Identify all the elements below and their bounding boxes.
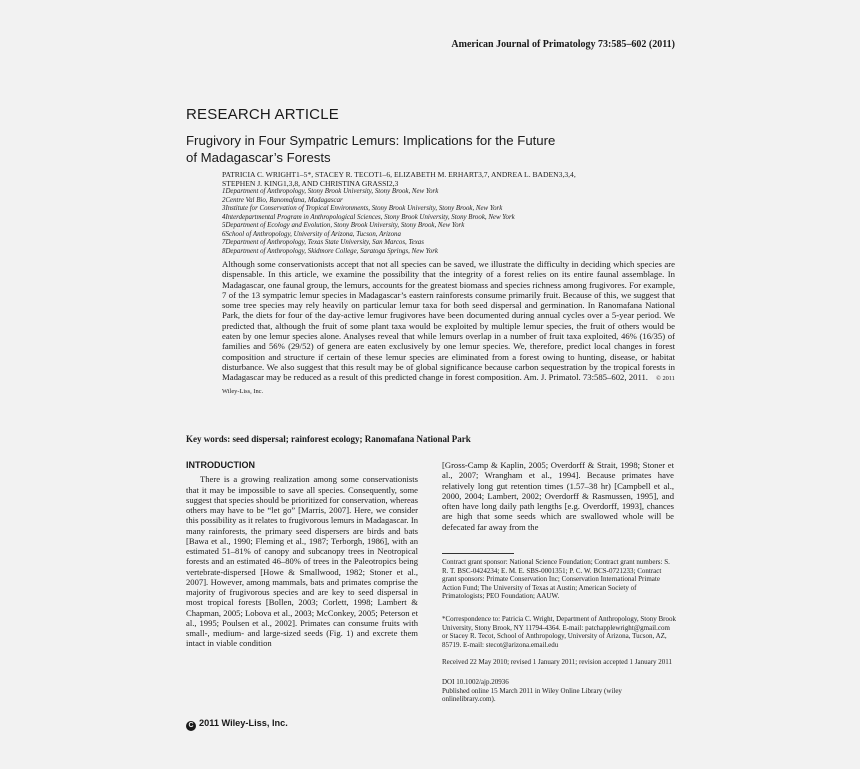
- intro-paragraph-continued: [Gross-Camp & Kaplin, 2005; Overdorff & Strait, 1998; Stoner et al., 2007; Wrangham et al., 1994]. Because primates have relatively long gut retention times (1.57–38 hr) [Campbell et al., 2000, 2004; Lambert, 2002; Overdorff & Rasmussen, 1995], and often have long daily path lengths [e.g. Overdorff, 1993], chances are high that some seeds which are swallowed whole will be defecated far away from the: [442, 460, 674, 532]
- affiliation: 2Centre Val Bio, Ranomafana, Madagascar: [222, 196, 343, 204]
- affiliation-list: [222, 188, 652, 256]
- affiliation: 6School of Anthropology, University of Arizona, Tucson, Arizona: [222, 230, 401, 238]
- article-title: [186, 132, 646, 166]
- affiliation: 8Department of Anthropology, Skidmore College, Saratoga Springs, New York: [222, 247, 438, 255]
- footnote-doi: DOI 10.1002/ajp.20936: [442, 678, 509, 686]
- intro-paragraph: There is a growing realization among some conservationists that it may be impossible to save all species. Consequently, some suggest that species should be prioritized for conservation, whereas others may have to be “let go” [Marris, 2007]. Here, we consider this possibility as it relates to frugivorous lemurs in Madagascar. In many rainforests, the primary seed dispersers are birds and bats [Bawa et al., 1990; Fleming et al., 1987; Terborgh, 1986], with an estimated 51–81% of canopy and subcanopy trees in Neotropical forests and an estimated 46–80% of trees in the Paleotropics being vertebrate-dispersed [Howe & Smallwood, 1982; Stoner et al., 2007]. However, among mammals, bats and primates comprise the majority of frugivorous species and are key to seed dispersal in most tropical forests [Bollen, 2003; Corlett, 1998; Lambert & Chapman, 2005; Lobova et al., 2003; McConkey, 2005; Peterson et al., 1995; Poulsen et al., 2002]. Primates can consume fruits with small-, medium- and large-sized seeds (Fig. 1) and excrete them intact in viable condition: [186, 474, 418, 649]
- title-line-1: Frugivory in Four Sympatric Lemurs: Implications for the Future: [186, 133, 556, 148]
- body-column-left: [186, 460, 418, 649]
- body-column-right: [442, 460, 674, 532]
- footnote-divider: [442, 553, 514, 554]
- affiliation: 4Interdepartmental Program in Anthropological Sciences, Stony Brook University, Stony Brook, New York: [222, 213, 515, 221]
- footer-copyright: [186, 718, 288, 731]
- affiliation: 7Department of Anthropology, Texas State University, San Marcos, Texas: [222, 239, 424, 246]
- footnote-received: Received 22 May 2010; revised 1 January 2011; revision accepted 1 January 2011: [442, 658, 673, 666]
- authors-line-2: STEPHEN J. KING1,3,8, AND CHRISTINA GRASSI2,3: [222, 179, 399, 189]
- affiliation: 3Institute for Conservation of Tropical Environments, Stony Brook University, Stony Brook, New York: [222, 205, 503, 212]
- author-list: [222, 170, 642, 188]
- journal-citation: American Journal of Primatology 73:585–602 (2011): [451, 39, 675, 50]
- abstract: [222, 259, 675, 397]
- abstract-copyright: © 2011 Wiley-Liss, Inc.: [222, 375, 675, 395]
- article-type: RESEARCH ARTICLE: [186, 106, 339, 123]
- footnote-grants: Contract grant sponsor: National Science Foundation; Contract grant numbers: S. R. T. BSC-0424234; E. M. E. SBS-0001351; P. C. W. BCS-0721233; Contract grant sponsors: Primate Conservation Inc; Conservation International Primate Action Fund; The University of Texas at Austin; American Society of Primatologists; PEO Foundation; AAUW.: [442, 558, 670, 601]
- copyright-icon: C: [186, 721, 196, 731]
- title-line-2: of Madagascar’s Forests: [186, 150, 331, 165]
- authors-line-1: PATRICIA C. WRIGHT1–5*, STACEY R. TECOT1–6, ELIZABETH M. ERHART3,7, ANDREA L. BADEN3,3,4,: [222, 170, 576, 179]
- footnote-publication: [442, 678, 676, 704]
- abstract-text: Although some conservationists accept that not all species can be saved, we illustrate the difficulty in deciding which species are dispensable. In this article, we examine the possibility that the integrity of a forest relies on its entire faunal assemblage. In Madagascar, one faunal group, the lemurs, accounts for the greatest biomass and species richness among frugivores. For example, 7 of the 13 sympatric lemur species in Madagascar’s eastern rainforests consume primarily fruit. Because of this, we suggest that some tree species may rely heavily on particular lemur taxa for both seed dispersal and germination. In Ranomafana National Park, the diets for four of the day-active lemur frugivores have been documented during annual cycles over a 5-year period. We predicted that, although the fruit of some plant taxa would be exploited by multiple lemur species, the fruit of others would be eaten by one lemur species alone. Analyses reveal that while lemurs overlap in a number of fruit taxa exploited, 46% (16/35) of families and 56% (29/52) of genera are eaten exclusively by one lemur species. We, therefore, predict local changes in forest composition and structure if certain of these lemur species are eliminated from a forest owing to hunting, disease, or habitat disturbance. We also suggest that this result may be of global significance because carbon sequestration by the tropical forests in Madagascar may be reduced as a result of this predicted change in forest composition. Am. J. Primatol. 73:585–602, 2011.: [222, 259, 675, 383]
- section-heading-introduction: INTRODUCTION: [186, 460, 255, 470]
- footnote-published: Published online 15 March 2011 in Wiley Online Library (wiley onlinelibrary.com).: [442, 686, 622, 704]
- affiliation: 5Department of Ecology and Evolution, Stony Brook University, Stony Brook, New York: [222, 222, 465, 229]
- footnote-correspondence: *Correspondence to: Patricia C. Wright, Department of Anthropology, Stony Brook University, Stony Brook, NY 11794-4364. E-mail: patchapplewright@gmail.com or Stacey R. Tecot, School of Anthropology, University of Arizona, Tucson, AZ, 85719. E-mail: stecot@arizona.email.edu: [442, 615, 676, 649]
- footer-copyright-text: 2011 Wiley-Liss, Inc.: [199, 718, 288, 728]
- keywords: Key words: seed dispersal; rainforest ecology; Ranomafana National Park: [186, 434, 471, 444]
- affiliation: 1Department of Anthropology, Stony Brook University, Stony Brook, New York: [222, 188, 439, 195]
